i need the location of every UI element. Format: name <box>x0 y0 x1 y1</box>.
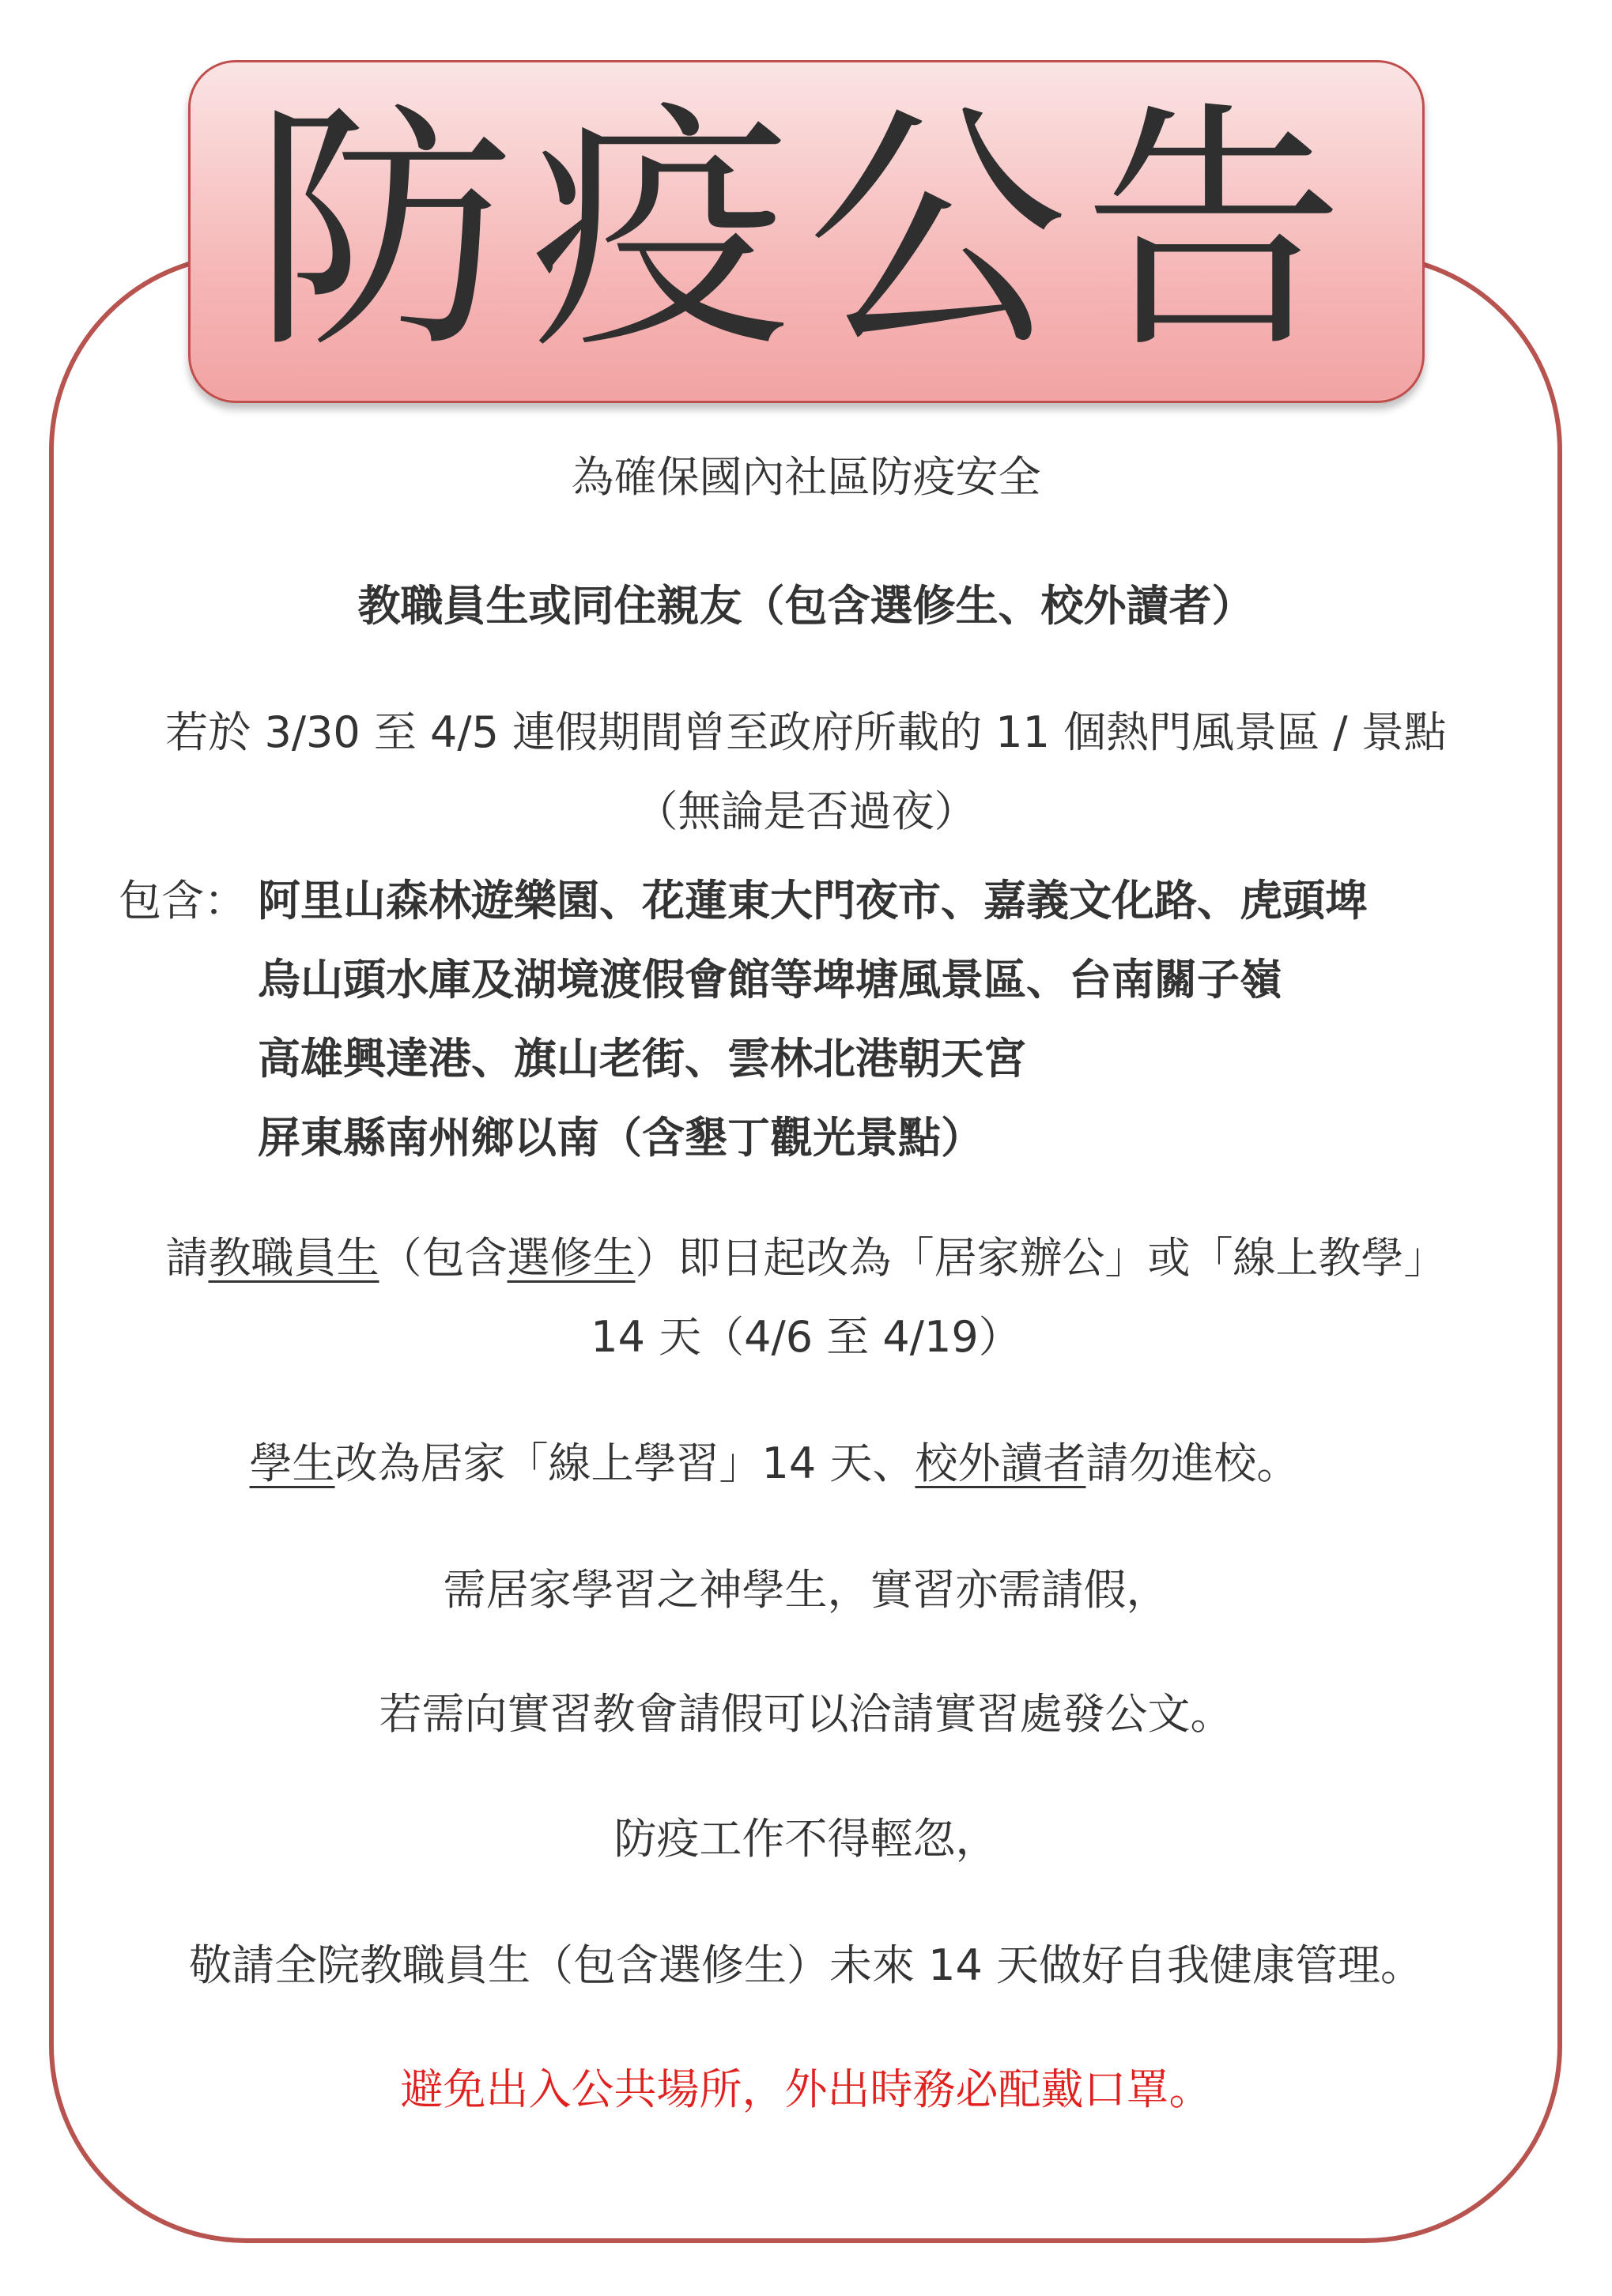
health-text: 敬請全院教職員生（包含選修生）未來 14 天做好自我健康管理。 <box>188 1940 1424 1990</box>
places-list <box>119 861 1368 1178</box>
title-banner <box>188 60 1425 403</box>
student-notice-text: 改為居家「線上學習」14 天、 <box>334 1438 915 1488</box>
places-prefix: 包含： <box>119 876 247 926</box>
place-line-3: 高雄興達港、旗山老街、雲林北港朝天宮 <box>258 1034 1026 1084</box>
place-line-1: 阿里山森林遊樂園、花蓮東大門夜市、嘉義文化路、虎頭埤 <box>258 876 1368 926</box>
staff-notice-line-1 <box>0 1233 1612 1284</box>
list-item <box>119 861 1368 941</box>
place-line-4: 屏東縣南州鄉以南（含墾丁觀光景點） <box>258 1113 983 1163</box>
student-notice-text: 請勿進校。 <box>1085 1438 1300 1488</box>
condition-line-2: （無論是否過夜） <box>635 786 977 836</box>
audience-text: 教職員生或同住親友（包含選修生、校外讀者） <box>357 581 1255 631</box>
student-notice-underlined: 學生 <box>249 1438 335 1488</box>
internship-text-1: 需居家學習之神學生，實習亦需請假， <box>443 1565 1169 1615</box>
intro-text: 為確保國內社區防疫安全 <box>571 452 1041 502</box>
page-title: 防疫公告 <box>253 80 1360 383</box>
staff-notice-underlined: 教職員生 <box>208 1233 379 1283</box>
student-notice-underlined: 校外讀者 <box>915 1438 1086 1488</box>
place-line-2: 烏山頭水庫及湖境渡假會館等埤塘風景區、台南關子嶺 <box>258 955 1282 1005</box>
internship-text-2: 若需向實習教會請假可以洽請實習處發公文。 <box>379 1689 1233 1739</box>
staff-notice-text: ）即日起改為「居家辦公」或「線上教學」 <box>635 1233 1447 1283</box>
staff-notice-text: （包含 <box>379 1233 508 1283</box>
staff-notice-text: 請 <box>165 1233 209 1283</box>
condition-line-1: 若於 3/30 至 4/5 連假期間曾至政府所載的 11 個熱門風景區 / 景點 <box>165 707 1447 757</box>
list-item <box>119 1020 1368 1099</box>
staff-notice-line-2: 14 天（4/6 至 4/19） <box>591 1312 1021 1362</box>
vigilance-text: 防疫工作不得輕忽， <box>613 1814 999 1864</box>
list-item <box>119 941 1368 1020</box>
student-notice <box>0 1438 1580 1490</box>
warning-text: 避免出入公共場所，外出時務必配戴口罩。 <box>400 2064 1212 2114</box>
list-item <box>119 1099 1368 1178</box>
staff-notice-underlined: 選修生 <box>507 1233 636 1283</box>
